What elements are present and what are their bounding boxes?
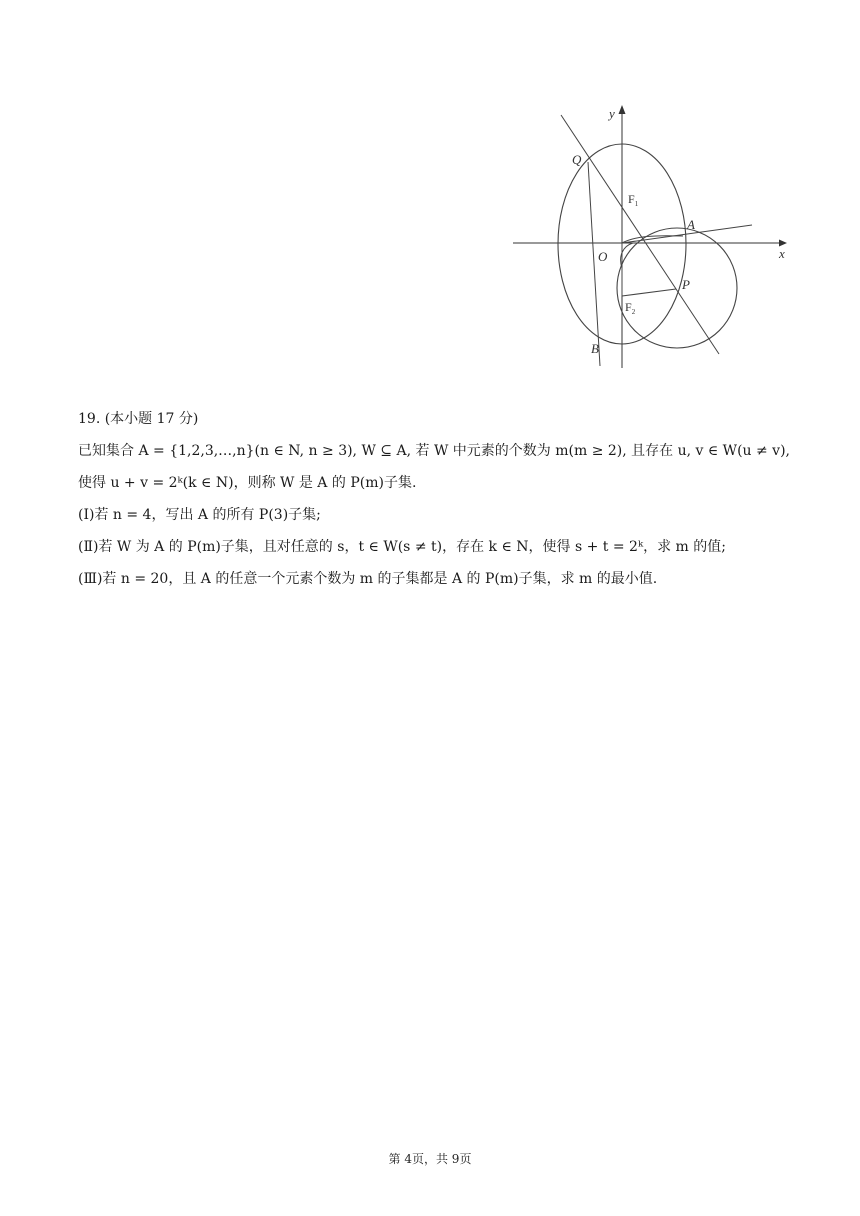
- ellipse-circle-diagram: [505, 96, 795, 372]
- geometry-figure: [505, 96, 795, 372]
- label-Q: Q: [572, 152, 582, 167]
- y-axis-arrow: [619, 105, 626, 114]
- label-B: B: [591, 341, 599, 356]
- problem-statement-line-2: 使得 u + v = 2ᵏ(k ∈ N)，则称 W 是 A 的 P(m)子集.: [78, 475, 417, 491]
- label-F1: $F_1$: [628, 192, 639, 208]
- problem-statement-line-1: 已知集合 A = {1,2,3,…,n}(n ∈ N, n ≥ 3), W ⊆ A, 若 W 中元素的个数为 m(m ≥ 2), 且存在 u, v ∈ W(u ≠ v),: [78, 443, 791, 459]
- label-F2: $F_2$: [625, 300, 636, 316]
- segment-F2-P: [622, 289, 676, 296]
- problem-part-1: (Ⅰ)若 n = 4，写出 A 的所有 P(3)子集;: [78, 507, 321, 523]
- label-y: y: [609, 106, 615, 121]
- line-QP: [561, 115, 719, 354]
- label-O: O: [598, 249, 608, 264]
- problem-part-2: (Ⅱ)若 W 为 A 的 P(m)子集，且对任意的 s，t ∈ W(s ≠ t)，存在 k ∈ N，使得 s + t = 2ᵏ，求 m 的值;: [78, 539, 726, 555]
- problem-part-3: (Ⅲ)若 n = 20，且 A 的任意一个元素个数为 m 的子集都是 A 的 P(m)子集，求 m 的最小值.: [78, 571, 658, 587]
- label-x: x: [779, 246, 785, 261]
- label-P: P: [682, 277, 690, 292]
- problem-19: [78, 403, 798, 595]
- circle: [617, 228, 737, 348]
- problem-header: 19. (本小题 17 分): [78, 411, 199, 427]
- label-A: A: [687, 217, 695, 232]
- line-QB: [588, 162, 600, 366]
- page-footer: 第 4页，共 9页: [388, 1152, 472, 1166]
